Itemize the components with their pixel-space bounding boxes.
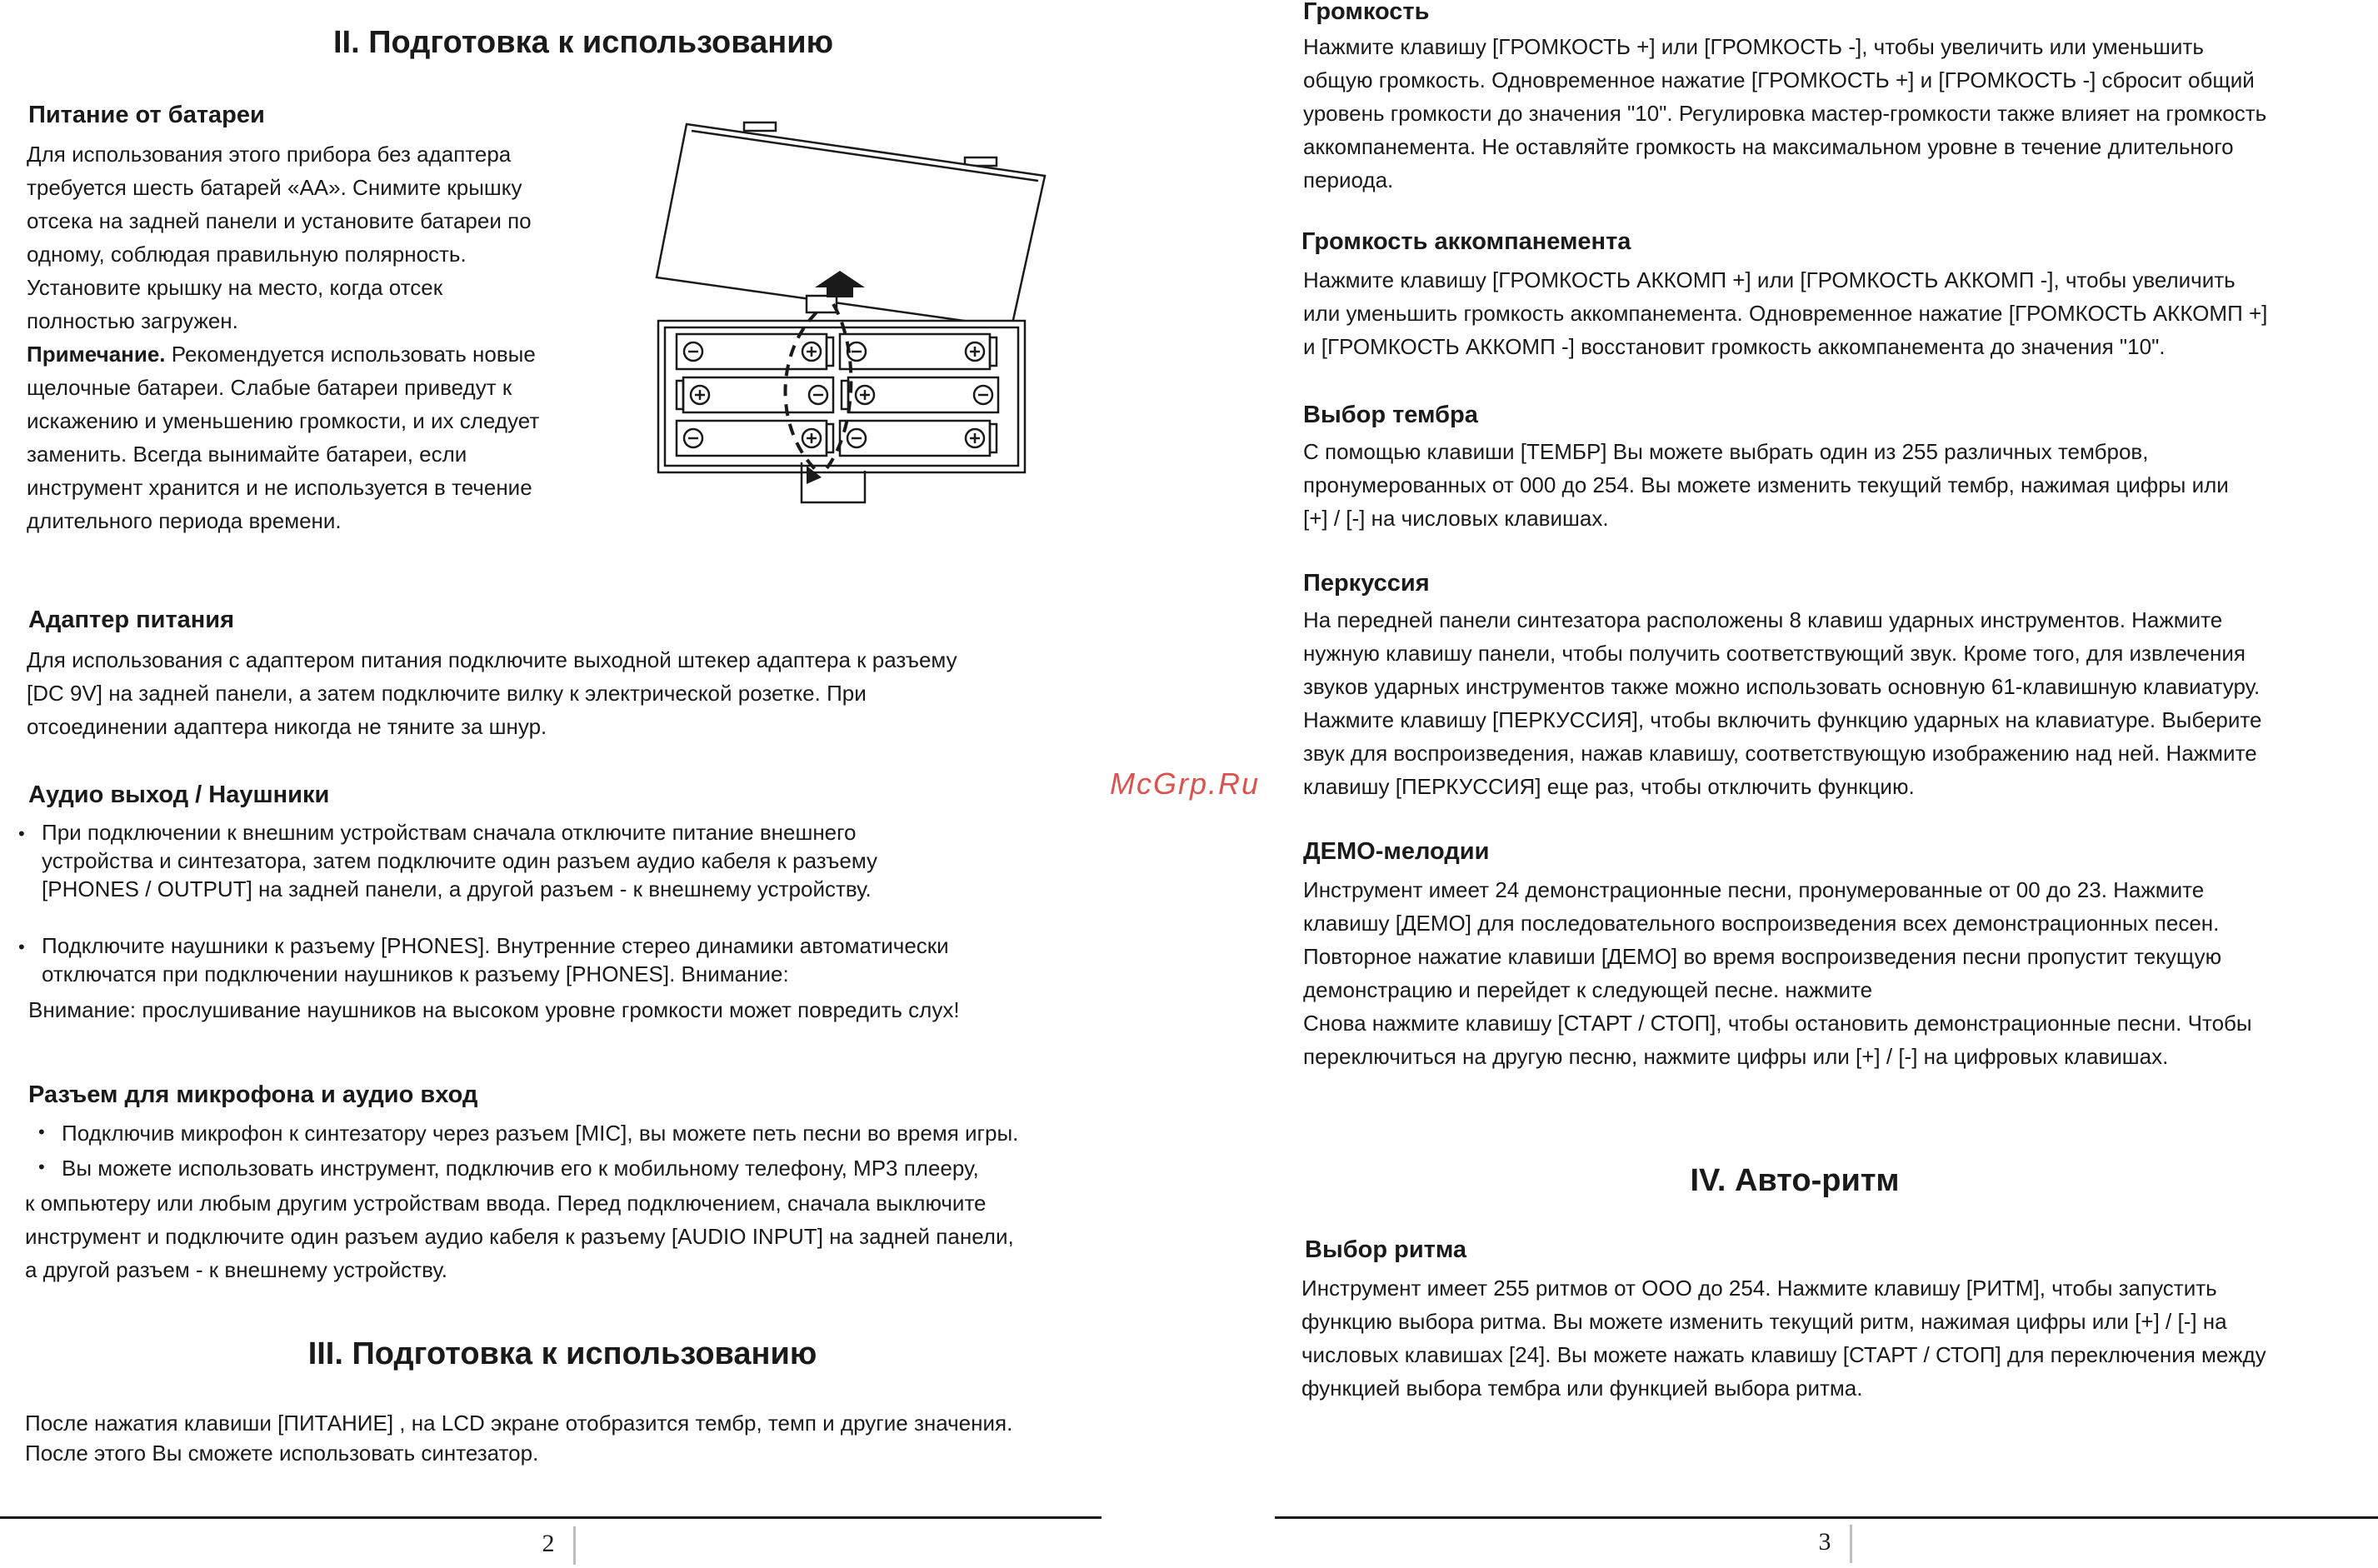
accompaniment-volume-text [1303, 263, 2378, 363]
footer-rule-left [0, 1516, 1102, 1519]
text-line: а другой разъем - к внешнему устройству. [25, 1257, 447, 1282]
text-line: к омпьютеру или любым другим устройствам ввода. Перед подключением, сначала выключите [25, 1191, 987, 1216]
text-line: После нажатия клавиши [ПИТАНИЕ] , на LCD экране отобразится тембр, темп и другие значения. [25, 1411, 1013, 1436]
bullet-dot: • [38, 1121, 45, 1142]
text-line: инструмент и подключите один разъем аудио кабеля к разъему [AUDIO INPUT] на задней панели, [25, 1224, 1014, 1249]
text-line: общую громкость. Одновременное нажатие [ГРОМКОСТЬ +] и [ГРОМКОСТЬ -] сбросит общий [1303, 67, 2255, 92]
audio-output-heading: Аудио выход / Наушники [28, 782, 330, 808]
page-number-right: 3 [1818, 1528, 1831, 1556]
text-line: Нажмите клавишу [ГРОМКОСТЬ АККОМП +] или [ГРОМКОСТЬ АККОМП -], чтобы увеличить [1303, 267, 2236, 292]
text-line: периода. [1303, 167, 1394, 192]
battery-text [27, 137, 643, 537]
text-line: После этого Вы сможете использовать синтезатор. [25, 1441, 539, 1466]
audio-bullet-1 [42, 818, 1125, 903]
bullet-dot: • [18, 936, 25, 957]
audio-bullet-2 [42, 931, 1125, 988]
mic-bullet-1: Подключив микрофон к синтезатору через разъем [MIC], вы можете петь песни во время игры. [62, 1121, 1019, 1146]
text-line: уровень громкости до значения "10". Регулировка мастер-громкости также влияет на громкость [1303, 101, 2267, 126]
text-line: устройства и синтезатора, затем подключите один разъем аудио кабеля к разъему [42, 848, 877, 873]
text-line: длительного периода времени. [27, 508, 342, 533]
text-line: звук для воспроизведения, нажав клавишу, соответствующую изображению над ней. Нажмите [1303, 741, 2257, 766]
text-line: аккомпанемента. Не оставляйте громкость на максимальном уровне в течение длительного [1303, 134, 2234, 159]
text-line: Установите крышку на место, когда отсек [27, 275, 443, 300]
mic-heading: Разъем для микрофона и аудио вход [28, 1081, 478, 1108]
timbre-text [1303, 435, 2378, 535]
accompaniment-volume-heading: Громкость аккомпанемента [1301, 228, 1631, 255]
text-line: Инструмент имеет 24 демонстрационные песни, пронумерованные от 00 до 23. Нажмите [1303, 877, 2205, 902]
battery-heading: Питание от батареи [28, 102, 265, 128]
power-text [25, 1408, 1142, 1468]
text-line: На передней панели синтезатора расположены 8 клавиш ударных инструментов. Нажмите [1303, 607, 2223, 632]
section-title-2: II. Подготовка к использованию [332, 25, 834, 60]
text-line: Нажмите клавишу [ПЕРКУССИЯ], чтобы включить функцию ударных на клавиатуре. Выберите [1303, 707, 2262, 732]
text-line: инструмент хранится и не используется в течение [27, 475, 532, 500]
mic-bullet-2: Вы можете использовать инструмент, подключив его к мобильному телефону, MP3 плееру, [62, 1156, 979, 1181]
bullet-dot: • [38, 1156, 45, 1177]
note-label: Примечание. [27, 342, 166, 367]
footer-rule-right [1275, 1516, 2378, 1519]
text-line: клавишу [ПЕРКУССИЯ] еще раз, чтобы отключить функцию. [1303, 774, 1915, 799]
text-line: отсоединении адаптера никогда не тяните за шнур. [27, 714, 547, 739]
section-title-4: IV. Авто-ритм [1690, 1163, 1900, 1198]
timbre-heading: Выбор тембра [1303, 402, 1478, 428]
page-number-left: 2 [542, 1530, 555, 1557]
text-line: числовых клавишах [24]. Вы можете нажать клавишу [СТАРТ / СТОП] для переключения между [1301, 1342, 2266, 1367]
volume-heading: Громкость [1303, 0, 1430, 25]
section-title-3: III. Подготовка к использованию [307, 1336, 817, 1371]
demo-heading: ДЕМО-мелодии [1303, 838, 1490, 865]
text-line: требуется шесть батарей «AA». Снимите крышку [27, 175, 522, 200]
text-line: искажению и уменьшению громкости, и их следует [27, 408, 540, 433]
adapter-heading: Адаптер питания [28, 607, 235, 633]
text-line: Снова нажмите клавишу [СТАРТ / СТОП], чтобы остановить демонстрационные песни. Чтобы [1303, 1011, 2252, 1036]
text-line: Для использования с адаптером питания подключите выходной штекер адаптера к разъему [27, 647, 957, 672]
text-line: [PHONES / OUTPUT] на задней панели, а другой разъем - к внешнему устройству. [42, 876, 872, 901]
text-line: или уменьшить громкость аккомпанемента. Одновременное нажатие [ГРОМКОСТЬ АККОМП +] [1303, 301, 2268, 326]
text-line: клавишу [ДЕМО] для последовательного воспроизведения всех демонстрационных песен. [1303, 911, 2220, 936]
volume-text [1303, 30, 2378, 197]
text-line: полностью загружен. [27, 308, 238, 333]
note-line [27, 337, 643, 371]
text-line: Для использования этого прибора без адаптера [27, 142, 512, 167]
bullet-dot: • [18, 823, 25, 844]
text-line: Инструмент имеет 255 ритмов от ООО до 254. Нажмите клавишу [РИТМ], чтобы запустить [1301, 1276, 2217, 1301]
text-line: переключиться на другую песню, нажмите цифры или [+] / [-] на цифровых клавишах. [1303, 1044, 2169, 1069]
text-line: Нажмите клавишу [ГРОМКОСТЬ +] или [ГРОМКОСТЬ -], чтобы увеличить или уменьшить [1303, 34, 2204, 59]
percussion-heading: Перкуссия [1303, 570, 1430, 597]
adapter-text [27, 643, 1110, 743]
text-line: и [ГРОМКОСТЬ АККОМП -] восстановит громкость аккомпанемента до значения "10". [1303, 334, 2166, 359]
rhythm-text [1301, 1271, 2376, 1405]
text-line: щелочные батареи. Слабые батареи приведут к [27, 375, 512, 400]
text-line: С помощью клавиши [ТЕМБР] Вы можете выбрать один из 255 различных тембров, [1303, 439, 2149, 464]
battery-compartment-illustration [650, 112, 1050, 512]
text-line: отсека на задней панели и установите батареи по [27, 208, 532, 233]
percussion-text [1303, 603, 2378, 803]
text-line: заменить. Всегда вынимайте батареи, если [27, 442, 467, 467]
text-line: При подключении к внешним устройствам сначала отключите питание внешнего [42, 820, 857, 845]
headphone-warning: Внимание: прослушивание наушников на высоком уровне громкости может повредить слух! [28, 997, 960, 1022]
text-line: Повторное нажатие клавиши [ДЕМО] во время воспроизведения песни пропустит текущую [1303, 944, 2222, 969]
text-line: Подключите наушники к разъему [PHONES]. Внутренние стерео динамики автоматически [42, 933, 949, 958]
text-line: [+] / [-] на числовых клавишах. [1303, 506, 1609, 531]
text-line: звуков ударных инструментов также можно использовать основную 61-клавишную клавиатуру. [1303, 674, 2261, 699]
text-line: функцию выбора ритма. Вы можете изменить текущий ритм, нажимая цифры или [+] / [-] на [1301, 1309, 2227, 1334]
text-line: функцией выбора тембра или функцией выбора ритма. [1301, 1376, 1863, 1401]
text-line: одному, соблюдая правильную полярность. [27, 242, 467, 267]
text-line: пронумерованных от 000 до 254. Вы можете изменить текущий тембр, нажимая цифры или [1303, 472, 2229, 497]
text-line: отключатся при подключении наушников к разъему [PHONES]. Внимание: [42, 961, 789, 986]
rhythm-heading: Выбор ритма [1305, 1236, 1467, 1263]
watermark: McGrp.Ru [1110, 767, 1261, 801]
note-text: Рекомендуется использовать новые [165, 342, 536, 367]
text-line: [DC 9V] на задней панели, а затем подключите вилку к электрической розетке. При [27, 681, 867, 706]
page-number-shadow [1850, 1525, 1852, 1563]
text-line: нужную клавишу панели, чтобы получить соответствующий звук. Кроме того, для извлечения [1303, 641, 2246, 666]
page-number-shadow [573, 1526, 576, 1565]
mic-text [25, 1186, 1142, 1286]
text-line: демонстрацию и перейдет к следующей песне. нажмите [1303, 977, 1873, 1002]
demo-text [1303, 873, 2378, 1073]
